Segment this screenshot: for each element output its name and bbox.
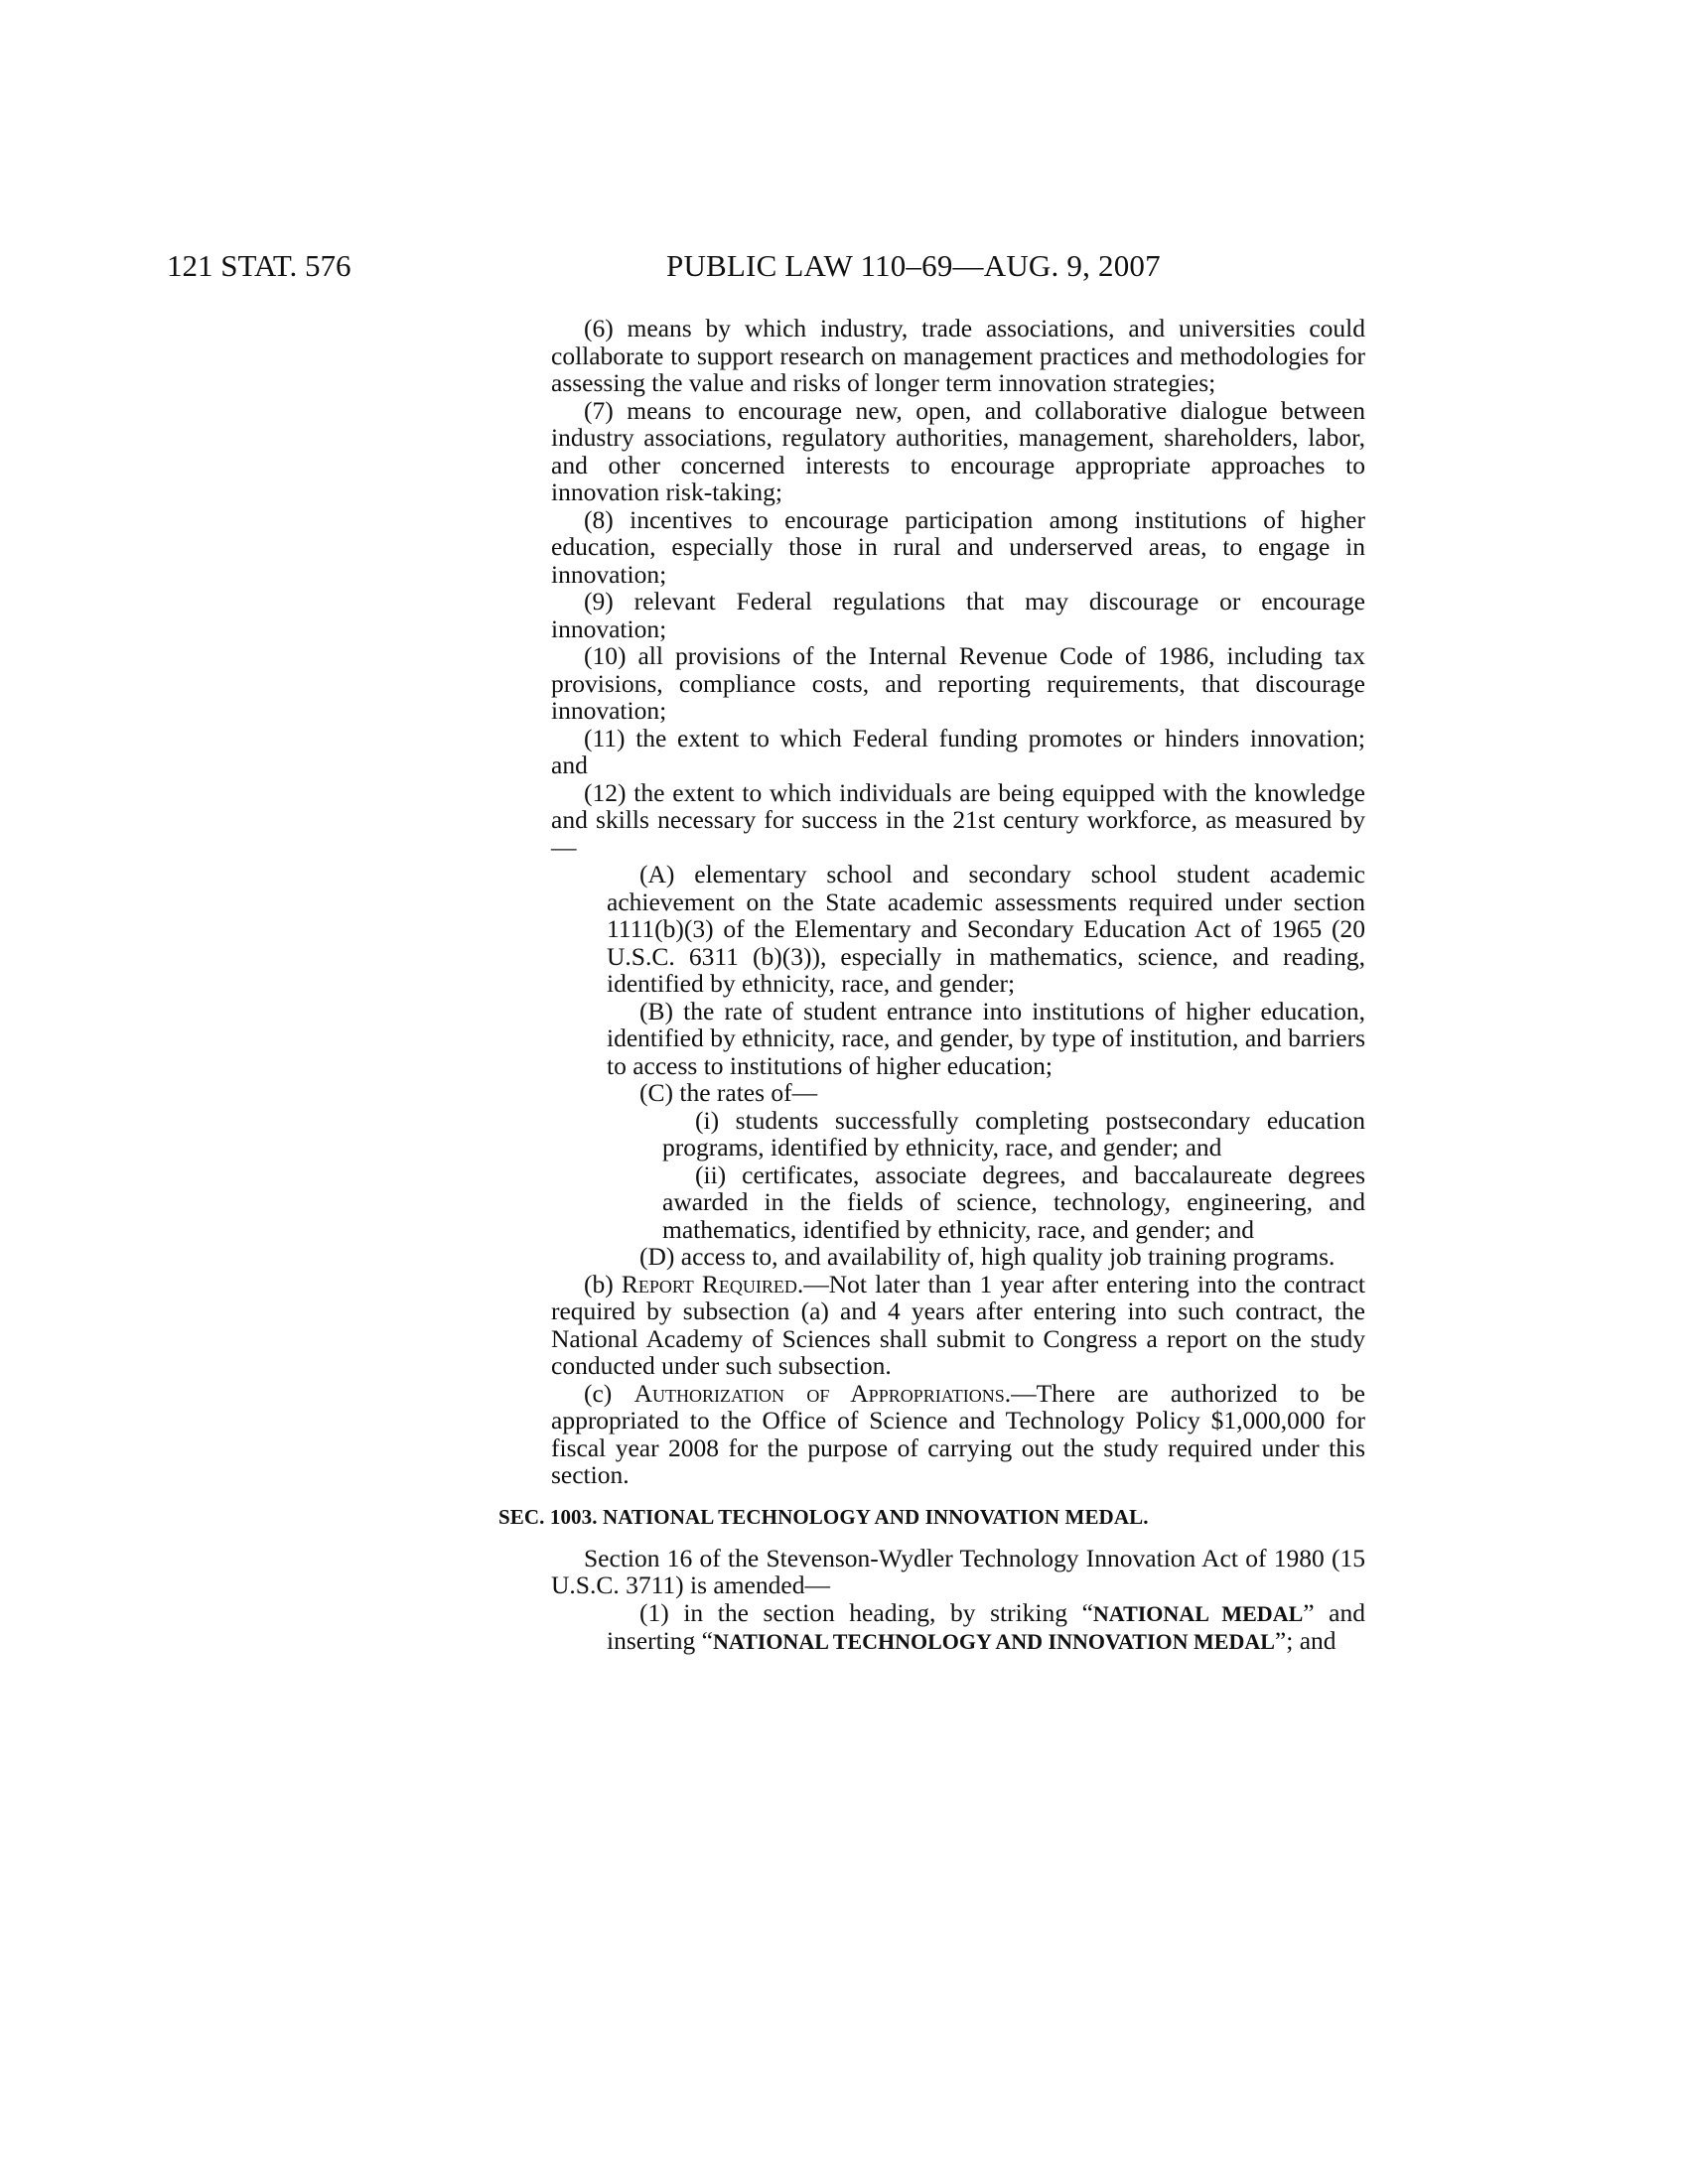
sub-item-D: (D) access to, and availability of, high quality job training programs. bbox=[639, 1242, 1336, 1271]
list-item-6: (6) means by which industry, trade associations, and universities could collaborate to support research on management practices and methodologies for assessing the value and risks of longer term innovation strategies; bbox=[551, 314, 1365, 397]
list-item-10: (10) all provisions of the Internal Revenue Code of 1986, including tax provisions, compliance costs, and reporting requirements, that discourage innovation; bbox=[551, 641, 1365, 725]
section-heading: SEC. 1003. NATIONAL TECHNOLOGY AND INNOVATION MEDAL. bbox=[498, 1504, 1149, 1529]
subsection-b-text: —Not later than 1 year after entering into the contract required by subsection (a) and 4 years after entering into such contract, the National Academy of Sciences shall submit to Congress a report on the study conducted under such subsection. bbox=[551, 1269, 1365, 1380]
subsection-c bbox=[551, 1380, 1365, 1489]
subsection-b-label: (b) bbox=[584, 1269, 622, 1298]
sub-item-A: (A) elementary school and secondary school student academic achievement on the State academic assessments required under section 1111(b)(3) of the Elementary and Secondary Education Act of 1965 (20 U.S.C. 6311 (b)(3)), especially in mathematics, science, and reading, identified by ethnicity, race, and gender; bbox=[607, 860, 1365, 998]
section-item-1 bbox=[607, 1599, 1365, 1656]
list-item-11: (11) the extent to which Federal funding promotes or hinders innovation; and bbox=[551, 723, 1365, 779]
list-item-8: (8) incentives to encourage participation among institutions of higher education, especially those in rural and underserved areas, to engage in innovation; bbox=[551, 504, 1365, 589]
sub-item-C-i: (i) students successfully completing postsecondary education programs, identified by ethnicity, race, and gender; and bbox=[662, 1105, 1365, 1161]
subsection-c-lead: Authorization of Appropriations. bbox=[633, 1378, 1012, 1408]
list-item-7: (7) means to encourage new, open, and collaborative dialogue between industry associations, regulatory authorities, management, shareholders, labor, and other concerned interests to encourage appropriate approaches to innovation risk-taking; bbox=[551, 395, 1365, 506]
subsection-c-label: (c) bbox=[584, 1378, 634, 1408]
section-item-1-post: ”; and bbox=[1274, 1626, 1336, 1655]
sub-item-B: (B) the rate of student entrance into institutions of higher education, identified by ethnicity, race, and gender, by type of institution, and barriers to access to institutions of higher education; bbox=[607, 996, 1365, 1080]
section-intro: Section 16 of the Stevenson-Wydler Technology Innovation Act of 1980 (15 U.S.C. 3711) is amended— bbox=[551, 1543, 1365, 1599]
subsection-b bbox=[551, 1271, 1365, 1380]
list-item-9: (9) relevant Federal regulations that may discourage or encourage innovation; bbox=[551, 587, 1365, 643]
section-item-1-pre: (1) in the section heading, by striking “ bbox=[639, 1597, 1093, 1627]
sub-item-C: (C) the rates of— bbox=[639, 1078, 818, 1107]
page-header bbox=[0, 246, 1688, 286]
sub-item-C-ii: (ii) certificates, associate degrees, and baccalaureate degrees awarded in the fields of science, technology, engineering, and mathematics, identified by ethnicity, race, and gender; and bbox=[662, 1160, 1365, 1244]
list-item-12: (12) the extent to which individuals are being equipped with the knowledge and skills necessary for success in the 21st century workforce, as measured by— bbox=[551, 777, 1365, 862]
document-body bbox=[498, 314, 1365, 1656]
section-item-1-insert: NATIONAL TECHNOLOGY AND INNOVATION MEDAL bbox=[712, 1629, 1275, 1654]
running-head: PUBLIC LAW 110–69—AUG. 9, 2007 bbox=[666, 248, 1161, 283]
section-item-1-strike: NATIONAL MEDAL bbox=[1092, 1600, 1304, 1626]
subsection-c-text: —There are authorized to be appropriated to the Office of Science and Technology Policy $1,000,000 for fiscal year 2008 for the purpose of carrying out the study required under this section. bbox=[551, 1378, 1365, 1489]
subsection-b-lead: Report Required. bbox=[621, 1269, 804, 1298]
statute-citation: 121 STAT. 576 bbox=[167, 248, 352, 283]
section-item-1-mid: ” and inserting “ bbox=[607, 1597, 1365, 1655]
